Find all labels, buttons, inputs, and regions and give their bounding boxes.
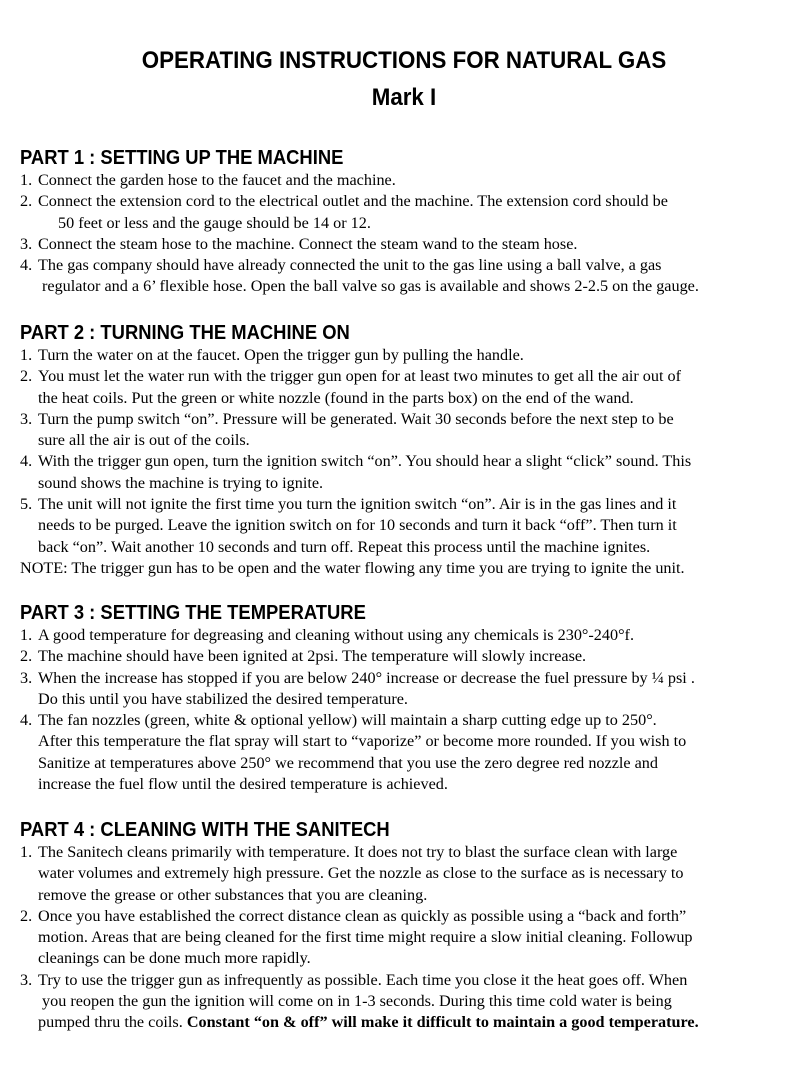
list-item: 2. The machine should have been ignited at 2psi. The temperature will slowly increase.	[20, 647, 587, 666]
list-item: 4. The gas company should have already connected the unit to the gas line using a ball valve, a gas regulator and a 6’ flexible hose. Open the ball valve so gas is available and shows 2-2.5 on the gauge.	[20, 256, 699, 296]
list-item: 2. You must let the water run with the trigger gun open for at least two minutes to get all the air out of the heat coils. Put the green or white nozzle (found in the parts box) on the end of the wand.	[20, 367, 682, 407]
list-item: 3. Connect the steam hose to the machine. Connect the steam wand to the steam hose.	[20, 234, 578, 253]
part-4-section	[20, 818, 800, 1034]
list-item: 1. The Sanitech cleans primarily with temperature. It does not try to blast the surface clean with large water volumes and extremely high pressure. Get the nozzle as close to the surface as is necessary to remove the grease or other substances that you are cleaning.	[20, 843, 684, 904]
part-2-list	[20, 345, 800, 558]
part-3-heading: PART 3 : SETTING THE TEMPERATURE	[20, 602, 366, 624]
list-item: 1. A good temperature for degreasing and cleaning without using any chemicals is 230°-240°f.	[20, 626, 634, 644]
page-title: OPERATING INSTRUCTIONS FOR NATURAL GAS	[141, 47, 667, 74]
part-2-note: NOTE: The trigger gun has to be open and the water flowing any time you are trying to ignite the unit.	[20, 558, 685, 577]
list-item: 1. Connect the garden hose to the faucet and the machine.	[20, 171, 396, 189]
part-2-heading: PART 2 : TURNING THE MACHINE ON	[20, 322, 350, 344]
part-2-section	[20, 321, 800, 579]
part-3-section	[20, 601, 800, 795]
list-item: 2. Connect the extension cord to the electrical outlet and the machine. The extension cord should be 50 feet or less and the gauge should be 14 or 12.	[20, 192, 668, 232]
part-4-heading: PART 4 : CLEANING WITH THE SANITECH	[20, 819, 390, 841]
emphasis-warning: Constant “on & off” will make it difficult to maintain a good temperature.	[186, 1013, 699, 1032]
page-subtitle: Mark I	[371, 84, 437, 111]
part-4-list	[20, 842, 800, 1034]
part-3-list	[20, 625, 800, 795]
list-item: 3. Turn the pump switch “on”. Pressure will be generated. Wait 30 seconds before the next step to be sure all the air is out of the coils.	[20, 409, 674, 450]
list-item: 4. The fan nozzles (green, white & optional yellow) will maintain a sharp cutting edge up to 250°. After this temperature the flat spray will start to “vaporize” or become more rounded. If you wish to Sanitize at temperatures above 250° we recommend that you use the zero degree red nozzle and increase the fuel flow until the desired temperature is achieved.	[20, 711, 687, 794]
part-1-list	[20, 170, 800, 298]
list-item: 3. Try to use the trigger gun as infrequently as possible. Each time you close it the heat goes off. When you reopen the gun the ignition will come on in 1-3 seconds. During this time cold water is being pumped thru the coils. Constant “on & off” will make it difficult to maintain a good temperature.	[20, 970, 699, 1032]
part-1-section	[20, 146, 800, 298]
list-item: 3. When the increase has stopped if you are below 240° increase or decrease the fuel pressure by ¼ psi . Do this until you have stabilized the desired temperature.	[20, 668, 695, 708]
part-1-heading: PART 1 : SETTING UP THE MACHINE	[20, 147, 344, 169]
list-item: 5. The unit will not ignite the first time you turn the ignition switch “on”. Air is in the gas lines and it needs to be purged. Leave the ignition switch on for 10 seconds and turn it back “off”. Then turn it back “on”. Wait another 10 seconds and turn off. Repeat this process until the machine ignites.	[20, 495, 677, 556]
list-item: 1. Turn the water on at the faucet. Open the trigger gun by pulling the handle.	[20, 346, 524, 364]
list-item: 2. Once you have established the correct distance clean as quickly as possible using a “back and forth” motion. Areas that are being cleaned for the first time might require a slow initial cleaning. Followup cleanings can be done much more rapidly.	[20, 906, 693, 968]
list-item: 4. With the trigger gun open, turn the ignition switch “on”. You should hear a slight “click” sound. This sound shows the machine is trying to ignite.	[20, 452, 692, 492]
